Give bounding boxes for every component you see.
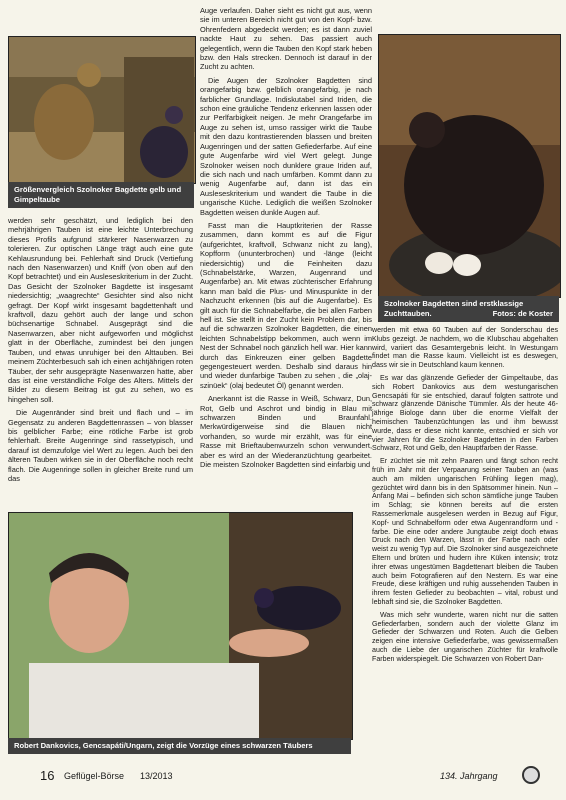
pigeons-photo [9,37,195,183]
photo-size-comparison [8,36,196,184]
photo-breeder [8,512,353,740]
issue-number: 13/2013 [140,771,173,781]
magazine-logo-icon [522,766,540,784]
col1-paragraph: werden sehr geschätzt, und lediglich bei den mehrjährigen Tauben ist eine leichte Unterbrechung dieses Profils aufgrund stärkerer Nasenwarzen zu tolerieren. Zur optischen Länge trägt auch eine gute Kehlausrundung bei. Fehlerhaft sind Druck (Vertiefung nach den Nasenwarzen) und Kniff (von oben auf den Kopf betrachtet) und ein Ausleseskriterium in der Zucht. Das Gesicht der Szolnoker Bagdette ist insgesamt niedersichtig; „waagrechte“ Gesichter sind also nicht gefragt. Der Kopf wirkt insgesamt bagdettenhaft und kraftvoll, dazu gehört auch der lange und schon büchsenartige Schnabel. Ausgeprägt sind die Nasenwarzen, aber nicht aufgeworfen und möglichst glatt in der Oberfläche, zumindest bei den jungen Tauben, und etwas unruhiger bei den Alttauben. Bei meinem Züchterbesuch sah ich einen achtjährigen roten Täuber, der sehr ausgeprägte Nasenwarzen hatte, aber das ist eine verständliche Folge des Alters. Mittels der Bilder zu diesem Beitrag ist gut zu sehen, wo es hingehen soll. [8,216,193,404]
col3-paragraph: werden mit etwa 60 Tauben auf der Sonderschau des Klubs gezeigt. Je nachdem, wo die Klubschau abgehalten wird, variiert das Gesamtergebnis leicht. In Westungarn findet man die Rasse kaum. Vielleicht ist es deswegen, dass wir sie in Deutschland kaum kennen. [372,326,558,370]
magazine-title: Geflügel-Börse [64,771,125,781]
volume-label: 134. Jahrgang [440,771,498,781]
col3-paragraph: Er züchtet sie mit zehn Paaren und fängt schon recht früh im Jahr mit der Verpaarung seiner Tauben an (was auch am milden ungarischen Frühling liegen mag), gezüchtet wird dann bis in den Spätsommer hinein. Nun – Anfang Mai – befinden sich schon sämtliche junge Tauben im Schlag; sie können bereits auf die ersten Rassemerkmale ausgelesen werden in Bezug auf Figur, Kopf- und Schnabelform oder etwa Augenrandform und -farbe. Die eine oder andere Jungtaube zeigt doch etwas Druck nach den Warzen, lässt in der Farbe nach oder weist zu wenig Typ auf. Die Szolnoker sind ausgezeichnete Eltern und brüten und hudern ihre Küken intensiv; trotz ihrer etwas ungestümen Bagdettenart bleiben die Tauben auch beim Fotografieren auf den Nestern. Es war eine Freude, diese kräftigen und ruhig aussehenden Tauben in ihrem festen Gefieder zu beobachten – vital, robust und lebhaft sind sie, die Szolnoker Bagdetten. [372,457,558,606]
col2-paragraph: Anerkannt ist die Rasse in Weiß, Schwarz, Dun, Rot, Gelb und Aschrot und bindig in Blau mit schwarzen Binden und Braunfahl. Merkwürdigerweise sind die Blauen nicht vorhanden, so wurde mir erzählt, was für eine Rasse mit Brieftaubenwurzeln schon verwundert, aber es wird an der Wiederanzüchtung gearbeitet. Die meisten Szolnoker Bagdetten sind einfarbig und [200,394,372,470]
col2-paragraph: Die Augen der Szolnoker Bagdetten sind orangefarbig bzw. gelblich orangefarbig, je nach farblicher Grundlage. Indiskutabel sind Iriden, die schon eine gräuliche Tendenz erkennen lassen oder zur Perlfarbigkeit neigen. Je mehr Orangefarbe im Auge zu sehen ist, umso rassiger wirkt die Taube mit den dazu kontrastierenden blassen und breiten Augenringen und der satten Gefiederfarbe. Auf eine gute Augenfarbe wird viel Wert gelegt. Junge Szolnoker weisen noch dunklere graue Iriden auf, die sich nach und nach umfärben. Kommt dann zu wenig Augenfarbe auf, dann ist das ein Ausleseskriterium und wandert die Taube in die ungarische Küche. Lediglich die weißen Szolnoker Bagdetten weisen dunkle Augen auf. [200,75,372,217]
col2-paragraph: Fasst man die Hauptkriterien der Rasse zusammen, dann kommt es auf die Figur (aufgerichtet, kraftvoll, Schwanz nicht zu lang), Kopfform (ununterbrochen) und -länge (leicht niedersichtig) und die Feinheiten dazu (Schnabelstärke, Warzen, Augenrand und Augenfarbe) an. Mit etwas züchterischer Erfahrung kann man bald die Plus- und Minuspunkte in der Nachzucht erkennen (bis auf die Augenfarbe). Es gilt auch für die Schnabelfarbe, die bei allen Farben hell ist. Sie stellt in der Zucht kein Problem dar, bis auf die schwarzen Szolnoker Bagdetten, die einen leichten Schnabelstipp bekommen, auch wenn im Nest der Schnabel noch gänzlich hell war. Hier kann durch das Einkreuzen einer gelben Bagdette gegengesteuert werden. Deshalb sind daraus hin und wieder dunfarbige Tauben zu sehen , die „olaj-szinüek“ (olaj bedeutet Öl) genannt werden. [200,220,372,390]
photo1-caption: Größenvergleich Szolnoker Bagdette gelb und Gimpeltaube [8,182,194,208]
nest-photo [379,35,560,297]
photo-credit: Fotos: de Koster [492,308,553,318]
column-2 [200,6,372,474]
photo-nest [378,34,561,298]
page-footer [0,766,566,788]
col3-paragraph: Was mich sehr wunderte, waren nicht nur die satten Gefiederfarben, sondern auch der violette Glanz im Gefieder der Schwarzen und Roten. Auch die Gelben zeigen eine intensive Gefiederfarbe, was gewissermaßen auch die Liebe der ungarischen Züchter für kraftvolle Farben widerspiegelt. Die Schwarzen von Robert Dan- [372,610,558,663]
col3-paragraph: Es war das glänzende Gefieder der Gimpeltaube, das sich Robert Dankovics aus dem westungarischen Gencsapáti für sie entschied, darauf folgten sattrote und schwarz glänzende Dänische Tümmler. Als der heute 46-jährige Biologe dann über die enorme Vielfalt der heimischen Taubenzüchtungen las und ihm bewusst wurde, dass er diese nicht kannte, entschied er sich vor vier Jahren für die Szolnoker Bagdetten in den Farben Schwarz, Rot und Gelb, den Hauptfarben der Rasse. [372,373,558,453]
photo3-caption: Robert Dankovics, Gencsapáti/Ungarn, zeigt die Vorzüge eines schwarzen Täubers [8,738,351,754]
photo2-caption-line1: Szolnoker Bagdetten sind erstklassige [384,299,524,308]
breeder-photo [9,513,352,739]
col1-paragraph: Die Augenränder sind breit und flach und – im Gegensatz zu anderen Bagdettenrassen – von blasser bis gelblicher Farbe; eine rötliche Farbe ist grob fehlerhaft. Breite Augenringe sind rassetypisch, und darauf ist demzufolge viel Wert zu legen. Auch bei den älteren Tauben wirken sie in der Oberfläche noch recht flach. Die Augenringe sollen in gleicher Breite rund um das [8,408,193,483]
photo2-caption-line2: Zuchttauben. [384,308,432,318]
column-3 [372,326,558,667]
column-1 [8,216,193,487]
col2-paragraph: Auge verlaufen. Daher sieht es nicht gut aus, wenn sie im unteren Bereich nicht gut von den Kopf- bzw. Ohrenfedern abgedeckt werden; es ist dann zuviel nackte Haut zu sehen. Das passiert auch gelegentlich, wenn die Tauben den Kopf stark heben bzw. den Hals strecken. Dennoch ist darauf in der Zucht zu achten. [200,6,372,72]
photo2-caption [378,296,559,322]
page-number: 16 [40,768,55,783]
